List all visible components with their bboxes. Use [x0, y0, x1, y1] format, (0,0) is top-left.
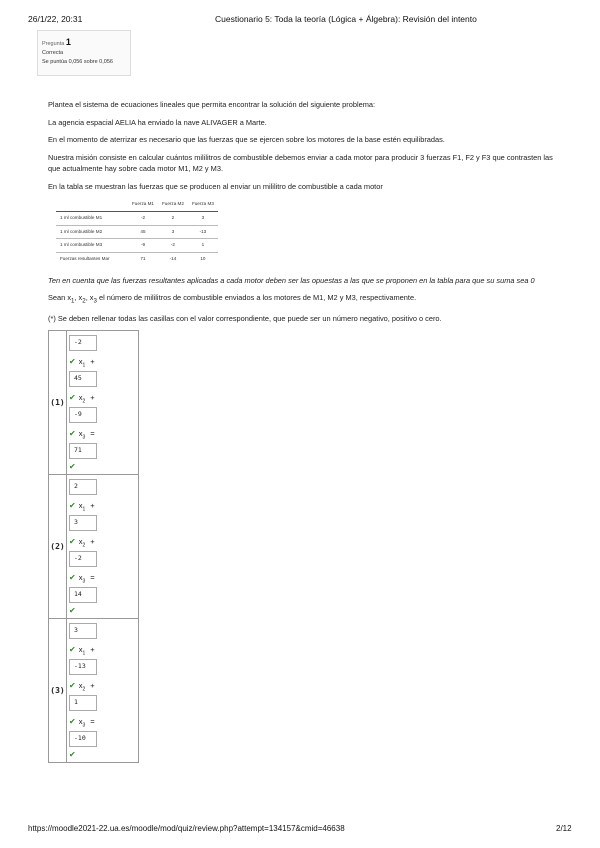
- check-icon: ✔: [69, 573, 76, 582]
- question-status: Correcta: [42, 50, 64, 57]
- variable-label: $x_2$: [78, 393, 86, 405]
- forces-row-label: 1 ml combustible M1: [56, 212, 128, 226]
- problem-table-intro: En la tabla se muestran las fuerzas que se producen al enviar un mililitro de combustible a cada motor: [48, 181, 383, 191]
- forces-cell: 1: [188, 239, 218, 253]
- check-icon: ✔: [69, 717, 76, 726]
- rhs-input[interactable]: 14: [69, 587, 97, 603]
- forces-cell: 3: [188, 212, 218, 226]
- forces-cell: 2: [158, 212, 188, 226]
- operator: +: [90, 681, 95, 690]
- equation-block: [49, 619, 138, 762]
- check-icon: ✔: [69, 429, 76, 438]
- question-text: [48, 100, 558, 332]
- forces-table-row: [56, 212, 218, 226]
- check-icon: ✔: [69, 501, 76, 510]
- variable-label: $x_2$: [78, 681, 86, 693]
- variable-label: $x_3$: [78, 717, 86, 729]
- coefficient-input[interactable]: 3: [69, 623, 97, 639]
- question-score: Se puntúa 0,056 sobre 0,056: [42, 59, 113, 66]
- forces-cell: -14: [158, 253, 188, 266]
- forces-table-header: Fuerza M2: [158, 198, 188, 211]
- problem-intro: Plantea el sistema de ecuaciones lineales que permita encontrar la solución del siguiente problema:: [48, 100, 376, 109]
- forces-table-row: [56, 225, 218, 239]
- page-title: Cuestionario 5: Toda la teoría (Lógica + Álgebra): Revisión del intento: [215, 14, 477, 24]
- forces-cell: 71: [128, 253, 158, 266]
- coefficient-input[interactable]: 3: [69, 515, 97, 531]
- coefficient-input[interactable]: 2: [69, 479, 97, 495]
- check-icon: ✔: [69, 750, 76, 759]
- question-number: 1: [65, 37, 71, 47]
- problem-agency: La agencia espacial AELIA ha enviado la nave ALIVAGER a Marte.: [48, 117, 267, 127]
- equation-block: [49, 331, 138, 475]
- page-number: 2/12: [556, 824, 572, 833]
- problem-landing: En el momento de aterrizar es necesario que las fuerzas que se ejercen sobre los motores de la base estén equilibradas.: [48, 135, 445, 145]
- forces-cell: 45: [128, 225, 158, 239]
- equation-label: (3): [49, 619, 67, 762]
- forces-cell: -13: [188, 225, 218, 239]
- forces-row-label: Fuerzas resultantes Mar: [56, 253, 128, 266]
- check-icon: ✔: [69, 462, 76, 471]
- equations-answer-table: [48, 330, 139, 763]
- problem-mission: Nuestra misión consiste en calcular cuántos mililitros de combustible debemos enviar a cada motor para producir 3 fuerzas F1, F2 y F3 que contrasten las que actualmente hay sobre cada motor M1, M2 y M3.: [48, 153, 553, 173]
- forces-table-row: [56, 239, 218, 253]
- equation-label: (2): [49, 475, 67, 618]
- coefficient-input[interactable]: 45: [69, 371, 97, 387]
- check-icon: ✔: [69, 606, 76, 615]
- forces-table-row: [56, 253, 218, 266]
- problem-note: Ten en cuenta que las fuerzas resultantes aplicadas a cada motor deben ser las opuestas a las que se proponen en la tabla para que su suma sea 0: [48, 275, 535, 285]
- forces-cell: -9: [128, 239, 158, 253]
- variable-label: $x_1$: [78, 357, 86, 369]
- forces-cell: 3: [158, 225, 188, 239]
- forces-cell: 10: [188, 253, 218, 266]
- operator: +: [90, 645, 95, 654]
- coefficient-input[interactable]: -13: [69, 659, 97, 675]
- rhs-input[interactable]: 71: [69, 443, 97, 459]
- print-date: 26/1/22, 20:31: [28, 14, 83, 24]
- check-icon: ✔: [69, 393, 76, 402]
- coefficient-input[interactable]: -2: [69, 335, 97, 351]
- rhs-input[interactable]: -10: [69, 731, 97, 747]
- variable-label: $x_1$: [78, 645, 86, 657]
- question-info-box: [37, 30, 131, 76]
- coefficient-input[interactable]: 1: [69, 695, 97, 711]
- coefficient-input[interactable]: -2: [69, 551, 97, 567]
- problem-variables: Sean $x_1$, $x_2$, $x_3$ el número de mililitros de combustible enviados a los motores de M1, M2 y M3, respectivamente.: [48, 293, 417, 305]
- variable-label: $x_3$: [78, 573, 86, 585]
- forces-row-label: 1 ml combustible M2: [56, 225, 128, 239]
- coefficient-input[interactable]: -9: [69, 407, 97, 423]
- equation-label: (1): [49, 331, 67, 474]
- question-label: Pregunta: [42, 41, 65, 47]
- operator: +: [90, 501, 95, 510]
- check-icon: ✔: [69, 357, 76, 366]
- check-icon: ✔: [69, 537, 76, 546]
- operator: =: [90, 573, 95, 582]
- operator: +: [90, 393, 95, 402]
- operator: =: [90, 717, 95, 726]
- problem-instructions: (*) Se deben rellenar todas las casillas con el valor correspondiente, que puede ser un número negativo, positivo o cero.: [48, 313, 442, 323]
- forces-table: [56, 198, 218, 265]
- equation-block: [49, 475, 138, 619]
- operator: +: [90, 357, 95, 366]
- operator: =: [90, 429, 95, 438]
- variable-label: $x_3$: [78, 429, 86, 441]
- check-icon: ✔: [69, 645, 76, 654]
- variable-label: $x_2$: [78, 537, 86, 549]
- page-url: https://moodle2021-22.ua.es/moodle/mod/quiz/review.php?attempt=134157&cmid=46638: [28, 824, 345, 833]
- forces-cell: -2: [158, 239, 188, 253]
- forces-row-label: 1 ml combustible M3: [56, 239, 128, 253]
- variable-label: $x_1$: [78, 501, 86, 513]
- forces-table-header: Fuerza M3: [188, 198, 218, 211]
- forces-cell: -2: [128, 212, 158, 226]
- forces-table-header: [56, 198, 128, 211]
- check-icon: ✔: [69, 681, 76, 690]
- operator: +: [90, 537, 95, 546]
- forces-table-header: Fuerza M1: [128, 198, 158, 211]
